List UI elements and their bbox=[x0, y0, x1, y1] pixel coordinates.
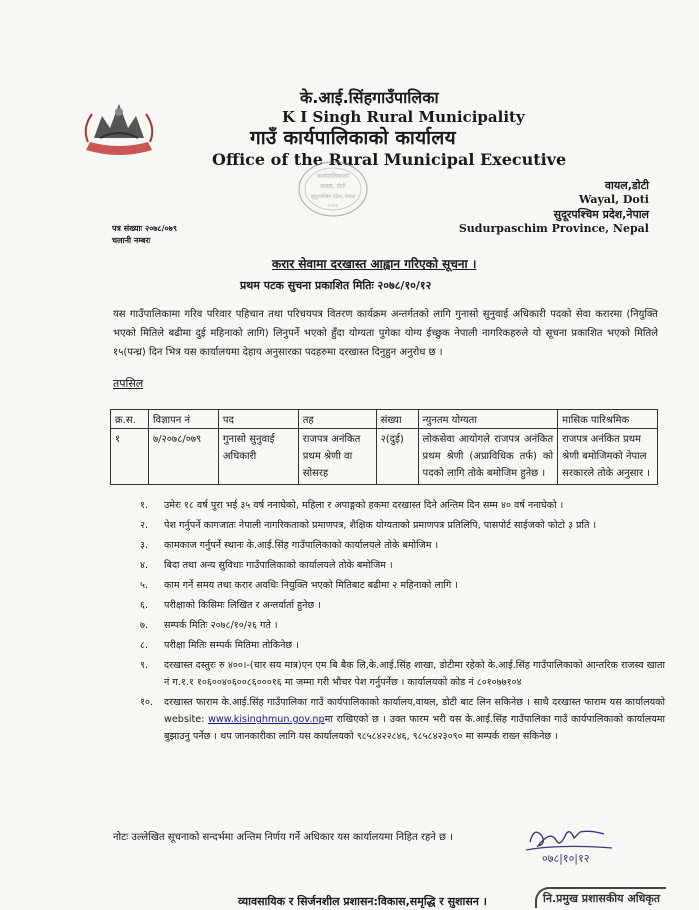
table-cell: ७/२०७८/०७९ bbox=[148, 429, 218, 485]
item-number: ८. bbox=[140, 640, 149, 651]
footer-note: नोटः उल्लेखित सूचनाको सन्दर्भमा अन्तिम निर्णय गर्ने अधिकार यस कार्यालयमा निहित रहने छ । bbox=[113, 832, 453, 843]
item-text-part: दरखास्त फाराम के.आई.सिंह गाउँपालिका गाउँ कार्यपालिकाको कार्यालय,वायल, डोटी बाट लिन सकिनेछ । साथै दरखास्त फाराम यस कार्यालयको website: bbox=[164, 697, 665, 725]
table-cell: राजपत्र अनंकित प्रथम श्रेणी बमोजिमको नेपाल सरकारले तोके अनुसार । bbox=[558, 429, 658, 485]
notice-intro: यस गाउँपालिकामा गरिव परिवार पहिचान तथा परिचयपत्र वितरण कार्यक्रम अन्तर्गतको लागि गुनासो सुनुवाई अधिकारी पदको सेवा करारमा (नियुक्ति भएको मितिले बढीमा दुई महिनाको लागि) लिनुपर्ने भएको हुँदा योग्यता पुगेका योग्य ईच्छुक नेपाली नागरिकहरुले यो सूचना प्रकाशित भएको मितिले १५(पन्ध्र) दिन भित्र यस कार्यालयमा देहाय अनुसारका पदहरुमा दरखास्त दिनुहुन अनुरोध छ । bbox=[113, 309, 658, 358]
column-header: मासिक पारिश्रमिक bbox=[558, 410, 658, 429]
item-text: परीक्षा मितिः सम्पर्क मितिमा तोकिनेछ । bbox=[164, 640, 299, 651]
column-header: संख्या bbox=[376, 410, 418, 429]
list-item bbox=[140, 577, 665, 594]
conditions-list bbox=[140, 497, 665, 748]
dispatch-number: चलानी नम्बरः bbox=[112, 236, 151, 245]
item-number: ४. bbox=[140, 560, 149, 571]
letter-number: पत्र संख्याः २०७८/०७९ bbox=[112, 224, 177, 233]
item-number: १. bbox=[140, 500, 149, 511]
column-header: पद bbox=[218, 410, 298, 429]
item-text bbox=[164, 694, 665, 745]
office-name-ne: गाउँ कार्यपालिकाको कार्यालय bbox=[250, 127, 456, 149]
details-heading: तपसिल bbox=[113, 377, 144, 390]
notice-subtitle: प्रथम पटक सुचना प्रकाशित मितिः २०७८/१०/१२ bbox=[240, 279, 432, 292]
table-row bbox=[111, 429, 658, 485]
list-item bbox=[140, 597, 665, 614]
footer-motto: व्यावसायिक र सिर्जनशील प्रशासन:विकास,समृद्धि र सुशासन । bbox=[238, 895, 487, 908]
item-text: उमेरः १८ वर्ष पुरा भई ३५ वर्ष ननाघेको, महिला र अपाङ्गको हकमा दरखास्त दिने अन्तिम दिन सम्म ४० वर्ष ननाघेको । bbox=[164, 500, 564, 511]
seal-line: २०७३ bbox=[327, 203, 339, 209]
office-name-en: Office of the Rural Municipal Executive bbox=[212, 150, 567, 169]
table-cell: गुनासो सुनुवाई अधिकारी bbox=[218, 429, 298, 485]
nepal-emblem-icon bbox=[80, 98, 158, 160]
table-cell: १ bbox=[111, 429, 149, 485]
address-line: सुदूरपश्चिम प्रदेश,नेपाल bbox=[553, 208, 649, 221]
item-text: कामकाज गर्नुपर्ने स्थानः के.आई.सिंह गाउँपालिकाको कार्यालयले तोके बमोजिम । bbox=[164, 540, 439, 551]
item-text-part: मा राखिएको छ । उक्त फारम भरी यस के.आई.सिंह गाउँपालिका गाउँ कार्यपालिकाको कार्यालयमा बुझाउनु पर्नेछ । थप जानकारीका लागि यस कार्यालयको ९८५८४२२८४६, ९८५८४२३०९० मा सम्पर्क राख्न सकिनेछ । bbox=[164, 714, 665, 742]
address-line: Wayal, Doti bbox=[578, 193, 649, 206]
notice-title: करार सेवामा दरखास्त आह्वान गरिएको सूचना । bbox=[272, 257, 477, 271]
table-cell: राजपत्र अनंकित प्रथम श्रेणी वा सोसरह bbox=[298, 429, 376, 485]
item-text: पेश गर्नुपर्ने कागजातः नेपाली नागरिकताको प्रमाणपत्र, शैक्षिक योग्यताको प्रमाणपत्र प्रतिलिपि, पासपोर्ट साईजको फोटो ३ प्रति । bbox=[164, 520, 597, 531]
item-text: बिदा तथा अन्य सुविधाः गाउँपालिकाको कार्यालयले तोके बमोजिम । bbox=[164, 560, 393, 571]
seal-line: वायल, डोटी bbox=[320, 183, 346, 190]
table-cell: लोकसेवा आयोगले राजपत्र अनंकित प्रथम श्रेणी (अप्राविधिक तर्फ) को पदको लागि तोके बमोजिम हुनेछ । bbox=[418, 429, 558, 485]
column-header: क्र.स. bbox=[111, 410, 149, 429]
item-number: ७. bbox=[140, 620, 149, 631]
list-item bbox=[140, 637, 665, 654]
column-header: विज्ञापन नं bbox=[148, 410, 218, 429]
item-number: ९. bbox=[140, 660, 149, 671]
office-seal-icon bbox=[297, 160, 369, 218]
seal-line: सुदूरपश्चिम प्रदेश, नेपाल bbox=[310, 194, 356, 200]
officer-stamp: नि.प्रमुख प्रशासकीय अधिकृत bbox=[535, 887, 666, 908]
signature-icon bbox=[520, 822, 620, 866]
list-item bbox=[140, 517, 665, 534]
item-text: काम गर्ने समय तथा करार अवधिः नियुक्ति भएको मितिबाट बढीमा २ महिनाको लागि । bbox=[164, 580, 458, 591]
seal-line: कार्यपालिकाको bbox=[316, 173, 350, 180]
list-item bbox=[140, 557, 665, 574]
address-line: Sudurpaschim Province, Nepal bbox=[458, 222, 649, 235]
list-item bbox=[140, 694, 665, 745]
address-line: वायल,डोटी bbox=[604, 179, 649, 192]
table-cell: २(दुई) bbox=[376, 429, 418, 485]
column-header: न्युनतम योग्यता bbox=[418, 410, 558, 429]
item-number: ३. bbox=[140, 540, 149, 551]
website-link[interactable]: www.kisinghmun.gov.np bbox=[208, 714, 325, 725]
list-item bbox=[140, 617, 665, 634]
item-text: सम्पर्क मितिः २०७८/१०/२६ गते । bbox=[164, 620, 278, 631]
municipality-name-ne: के.आई.सिंहगाउँपालिका bbox=[300, 88, 439, 107]
table-header-row bbox=[111, 410, 658, 429]
item-number: १०. bbox=[140, 697, 154, 708]
municipality-name-en: K I Singh Rural Municipality bbox=[282, 108, 525, 126]
item-number: ६. bbox=[140, 600, 149, 611]
list-item bbox=[140, 497, 665, 514]
item-text: परीक्षाको किसिमः लिखित र अन्तर्वार्ता हुनेछ । bbox=[164, 600, 321, 611]
list-item bbox=[140, 537, 665, 554]
list-item bbox=[140, 657, 665, 691]
item-number: ५. bbox=[140, 580, 149, 591]
item-text: दरखास्त दस्तुरः रु ४००।-(चार सय मात्र)एन एम बि बैक लि,के.आई.सिंह शाखा, डोटीमा रहेको के.आई.सिंह गाउँपालिकाको आन्तरिक राजस्व खाता नं ग.१.१ १०६००४०६००८६०००१६ मा जम्मा गरी भौचर पेश गर्नुपर्नेछ । कार्यालयको कोड नं ८०१०७७१०४ bbox=[164, 660, 665, 688]
signature-date: ०७८|१०|१२ bbox=[542, 852, 590, 865]
column-header: तह bbox=[298, 410, 376, 429]
item-number: २. bbox=[140, 520, 149, 531]
vacancy-table bbox=[110, 409, 658, 485]
